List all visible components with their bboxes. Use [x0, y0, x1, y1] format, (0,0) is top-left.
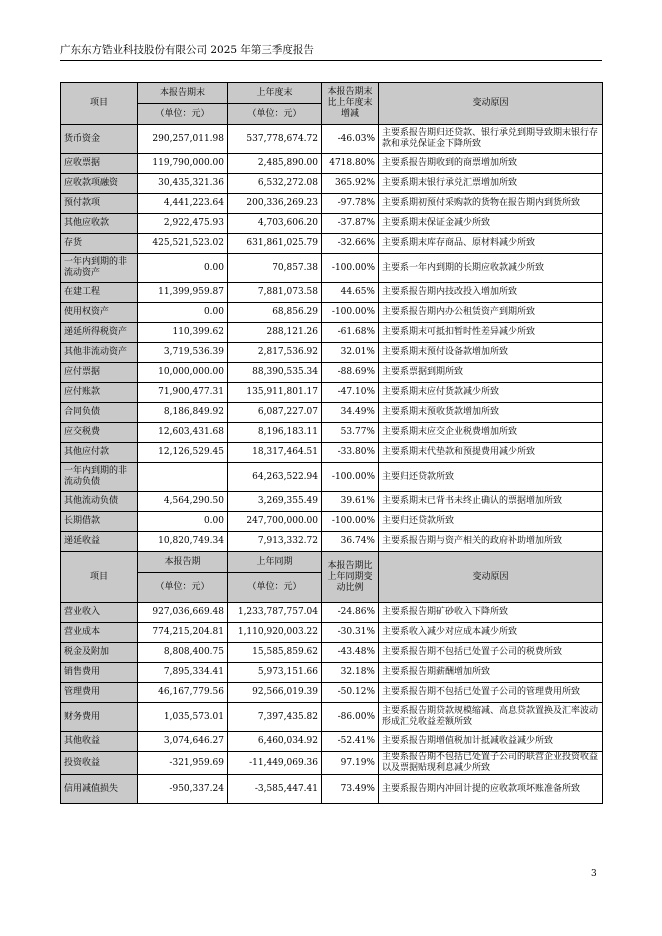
table-row	[61, 443, 603, 463]
income-col-reason: 变动原因	[379, 552, 603, 603]
row-change-reason: 主要系报告期内技改投入增加所致	[379, 283, 603, 303]
table-row	[61, 343, 603, 363]
row-item-label: 预付款项	[61, 194, 138, 214]
page-number: 3	[591, 869, 597, 879]
row-item-label: 使用权资产	[61, 303, 138, 323]
table-row	[61, 623, 603, 643]
row-change-reason: 主要系期初预付采购款的货物在报告期内到货所致	[379, 194, 603, 214]
row-previous-value: 7,913,332.72	[228, 532, 322, 552]
income-unit-previous: （单位：元）	[228, 573, 322, 603]
row-change-reason: 主要系期末保证金减少所致	[379, 214, 603, 234]
row-item-label: 一年内到期的非流动负债	[61, 463, 138, 492]
row-current-value	[138, 463, 228, 492]
row-current-value: 119,790,000.00	[138, 154, 228, 174]
row-previous-value: 537,778,674.72	[228, 125, 322, 154]
table-row	[61, 254, 603, 283]
table-row	[61, 775, 603, 804]
row-previous-value: 92,566,019.39	[228, 683, 322, 703]
balance-col-previous: 上年度末	[228, 83, 322, 104]
row-item-label: 一年内到期的非流动资产	[61, 254, 138, 283]
row-change-percent: -100.00%	[322, 254, 379, 283]
row-change-reason: 主要系票据到期所致	[379, 363, 603, 383]
row-change-percent: 365.92%	[322, 174, 379, 194]
row-current-value: 12,603,431.68	[138, 423, 228, 443]
table-row	[61, 463, 603, 492]
row-current-value: 2,922,475.93	[138, 214, 228, 234]
income-col-change: 本报告期比上年同期变动比例	[322, 552, 379, 603]
row-change-percent: -100.00%	[322, 463, 379, 492]
row-current-value: -950,337.24	[138, 775, 228, 804]
row-item-label: 管理费用	[61, 683, 138, 703]
row-change-reason: 主要系报告期与资产相关的政府补助增加所致	[379, 532, 603, 552]
row-change-percent: 73.49%	[322, 775, 379, 804]
row-item-label: 应收款项融资	[61, 174, 138, 194]
row-item-label: 长期借款	[61, 512, 138, 532]
row-change-reason: 主要系报告期不包括已处置子公司的管理费用所致	[379, 683, 603, 703]
row-item-label: 其他收益	[61, 732, 138, 752]
table-row	[61, 732, 603, 752]
row-item-label: 其他流动负债	[61, 492, 138, 512]
row-change-reason: 主要系期末已背书未终止确认的票据增加所致	[379, 492, 603, 512]
table-row	[61, 363, 603, 383]
row-change-percent: -52.41%	[322, 732, 379, 752]
row-previous-value: 7,397,435.82	[228, 703, 322, 732]
row-change-reason: 主要系一年内到期的长期应收款减少所致	[379, 254, 603, 283]
row-current-value: 10,000,000.00	[138, 363, 228, 383]
row-current-value: 110,399.62	[138, 323, 228, 343]
row-previous-value: 6,460,034.92	[228, 732, 322, 752]
row-change-percent: -30.31%	[322, 623, 379, 643]
row-previous-value: 15,585,859.62	[228, 643, 322, 663]
row-change-reason: 主要系报告期内冲回计提的应收款项坏账准备所致	[379, 775, 603, 804]
table-row	[61, 603, 603, 623]
row-item-label: 销售费用	[61, 663, 138, 683]
row-current-value: 774,215,204.81	[138, 623, 228, 643]
row-current-value: 4,564,290.50	[138, 492, 228, 512]
row-change-reason: 主要系报告期归还贷款、银行承兑到期导致期末银行存款和承兑保证金下降所致	[379, 125, 603, 154]
row-change-reason: 主要系期末预付设备款增加所致	[379, 343, 603, 363]
income-col-previous: 上年同期	[228, 552, 322, 573]
row-item-label: 递延收益	[61, 532, 138, 552]
row-current-value: 8,186,849.92	[138, 403, 228, 423]
row-change-reason: 主要系报告期不包括已处置子公司的税费所致	[379, 643, 603, 663]
table-row	[61, 174, 603, 194]
table-row	[61, 323, 603, 343]
row-current-value: 0.00	[138, 512, 228, 532]
row-current-value: 4,441,223.64	[138, 194, 228, 214]
row-current-value: 8,808,400.75	[138, 643, 228, 663]
row-change-reason: 主要系期末应交企业税费增加所致	[379, 423, 603, 443]
row-item-label: 其他应付款	[61, 443, 138, 463]
income-unit-current: （单位：元）	[138, 573, 228, 603]
table-row	[61, 752, 603, 775]
row-previous-value: 631,861,025.79	[228, 234, 322, 254]
row-change-percent: -33.80%	[322, 443, 379, 463]
table-row	[61, 403, 603, 423]
row-change-percent: -100.00%	[322, 303, 379, 323]
row-previous-value: 70,857.38	[228, 254, 322, 283]
row-item-label: 应收票据	[61, 154, 138, 174]
row-change-reason: 主要系报告期薪酬增加所致	[379, 663, 603, 683]
row-item-label: 应交税费	[61, 423, 138, 443]
row-item-label: 营业收入	[61, 603, 138, 623]
row-current-value: 927,036,669.48	[138, 603, 228, 623]
row-change-percent: -100.00%	[322, 512, 379, 532]
row-current-value: 3,074,646.27	[138, 732, 228, 752]
row-previous-value: -11,449,069.36	[228, 752, 322, 775]
row-change-percent: 32.01%	[322, 343, 379, 363]
row-change-percent: -97.78%	[322, 194, 379, 214]
row-change-percent: 36.74%	[322, 532, 379, 552]
row-change-percent: 97.19%	[322, 752, 379, 775]
row-change-percent: -61.68%	[322, 323, 379, 343]
row-previous-value: 7,881,073.58	[228, 283, 322, 303]
row-change-reason: 主要系期末预收货款增加所致	[379, 403, 603, 423]
row-current-value: 71,900,477.31	[138, 383, 228, 403]
row-previous-value: 6,532,272.08	[228, 174, 322, 194]
row-previous-value: 18,317,464.51	[228, 443, 322, 463]
row-current-value: 0.00	[138, 303, 228, 323]
income-col-item: 项目	[61, 552, 138, 603]
row-change-percent: -43.48%	[322, 643, 379, 663]
row-change-reason: 主要系报告期矿砂收入下降所致	[379, 603, 603, 623]
row-change-percent: -47.10%	[322, 383, 379, 403]
row-change-percent: -86.00%	[322, 703, 379, 732]
row-change-percent: -24.86%	[322, 603, 379, 623]
row-previous-value: -3,585,447.41	[228, 775, 322, 804]
row-change-percent: 39.61%	[322, 492, 379, 512]
balance-col-reason: 变动原因	[379, 83, 603, 125]
row-item-label: 合同负债	[61, 403, 138, 423]
row-item-label: 递延所得税资产	[61, 323, 138, 343]
row-change-percent: -50.12%	[322, 683, 379, 703]
balance-col-item: 项目	[61, 83, 138, 125]
row-previous-value: 64,263,522.94	[228, 463, 322, 492]
table-row	[61, 663, 603, 683]
row-previous-value: 88,390,535.34	[228, 363, 322, 383]
balance-unit-current: （单位：元）	[138, 104, 228, 125]
row-previous-value: 288,121.26	[228, 323, 322, 343]
table-row	[61, 154, 603, 174]
row-current-value: 12,126,529.45	[138, 443, 228, 463]
balance-sheet-section	[61, 83, 603, 552]
table-row	[61, 683, 603, 703]
row-current-value: 1,035,573.01	[138, 703, 228, 732]
row-current-value: 290,257,011.98	[138, 125, 228, 154]
header-divider	[60, 60, 602, 61]
income-statement-section	[61, 552, 603, 804]
row-change-reason: 主要归还贷款所致	[379, 512, 603, 532]
table-row	[61, 643, 603, 663]
income-col-current: 本报告期	[138, 552, 228, 573]
row-change-percent: -32.66%	[322, 234, 379, 254]
row-item-label: 存货	[61, 234, 138, 254]
row-change-reason: 主要系期末库存商品、原材料减少所致	[379, 234, 603, 254]
row-item-label: 应付票据	[61, 363, 138, 383]
row-previous-value: 2,817,536.92	[228, 343, 322, 363]
table-row	[61, 383, 603, 403]
row-current-value: 11,399,959.87	[138, 283, 228, 303]
row-change-reason: 主要系报告期贷款规模缩减、高息贷款置换及汇率波动形成汇兑收益差额所致	[379, 703, 603, 732]
row-current-value: 0.00	[138, 254, 228, 283]
table-row	[61, 234, 603, 254]
table-row	[61, 423, 603, 443]
row-item-label: 应付账款	[61, 383, 138, 403]
row-item-label: 投资收益	[61, 752, 138, 775]
row-change-percent: 53.77%	[322, 423, 379, 443]
table-row	[61, 512, 603, 532]
report-header-title: 广东东方锆业科技股份有限公司 2025 年第三季度报告	[60, 44, 314, 56]
row-change-reason: 主要系报告期内办公租赁资产到期所致	[379, 303, 603, 323]
row-change-reason: 主要系报告期增值税加计抵减收益减少所致	[379, 732, 603, 752]
row-previous-value: 6,087,227.07	[228, 403, 322, 423]
row-previous-value: 68,856.29	[228, 303, 322, 323]
row-change-reason: 主要系期末可抵扣暂时性差异减少所致	[379, 323, 603, 343]
row-current-value: 10,820,749.34	[138, 532, 228, 552]
row-change-reason: 主要系收入减少对应成本减少所致	[379, 623, 603, 643]
row-change-percent: 32.18%	[322, 663, 379, 683]
row-previous-value: 3,269,355.49	[228, 492, 322, 512]
table-row	[61, 492, 603, 512]
table-row	[61, 532, 603, 552]
row-item-label: 税金及附加	[61, 643, 138, 663]
row-change-percent: -46.03%	[322, 125, 379, 154]
row-previous-value: 8,196,183.11	[228, 423, 322, 443]
row-current-value: 7,895,334.41	[138, 663, 228, 683]
row-previous-value: 135,911,801.17	[228, 383, 322, 403]
row-change-reason: 主要系报告期不包括已处置子公司的联营企业投资收益以及票据贴现利息减少所致	[379, 752, 603, 775]
row-previous-value: 247,700,000.00	[228, 512, 322, 532]
table-row	[61, 703, 603, 732]
row-previous-value: 2,485,890.00	[228, 154, 322, 174]
table-row	[61, 303, 603, 323]
balance-col-current: 本报告期末	[138, 83, 228, 104]
row-change-percent: -37.87%	[322, 214, 379, 234]
balance-col-change: 本报告期末比上年度末增减	[322, 83, 379, 125]
row-change-reason: 主要系期末应付货款减少所致	[379, 383, 603, 403]
row-item-label: 其他应收款	[61, 214, 138, 234]
row-previous-value: 1,233,787,757.04	[228, 603, 322, 623]
table-row	[61, 125, 603, 154]
row-previous-value: 5,973,151.66	[228, 663, 322, 683]
row-change-reason: 主要系期末代垫款和预提费用减少所致	[379, 443, 603, 463]
row-change-reason: 主要归还贷款所致	[379, 463, 603, 492]
row-current-value: 425,521,523.02	[138, 234, 228, 254]
row-current-value: -321,959.69	[138, 752, 228, 775]
table-row	[61, 214, 603, 234]
row-change-percent: 4718.80%	[322, 154, 379, 174]
row-previous-value: 1,110,920,003.22	[228, 623, 322, 643]
balance-unit-previous: （单位：元）	[228, 104, 322, 125]
row-item-label: 信用减值损失	[61, 775, 138, 804]
row-change-percent: 44.65%	[322, 283, 379, 303]
row-change-percent: -88.69%	[322, 363, 379, 383]
table-row	[61, 194, 603, 214]
table-row	[61, 283, 603, 303]
row-item-label: 营业成本	[61, 623, 138, 643]
row-previous-value: 4,703,606.20	[228, 214, 322, 234]
row-current-value: 30,435,321.36	[138, 174, 228, 194]
row-item-label: 其他非流动资产	[61, 343, 138, 363]
row-previous-value: 200,336,269.23	[228, 194, 322, 214]
row-item-label: 在建工程	[61, 283, 138, 303]
row-change-reason: 主要系报告期收到的商票增加所致	[379, 154, 603, 174]
row-change-percent: 34.49%	[322, 403, 379, 423]
row-item-label: 财务费用	[61, 703, 138, 732]
financial-changes-table	[60, 82, 603, 804]
row-current-value: 3,719,536.39	[138, 343, 228, 363]
row-item-label: 货币资金	[61, 125, 138, 154]
row-current-value: 46,167,779.56	[138, 683, 228, 703]
row-change-reason: 主要系期末银行承兑汇票增加所致	[379, 174, 603, 194]
